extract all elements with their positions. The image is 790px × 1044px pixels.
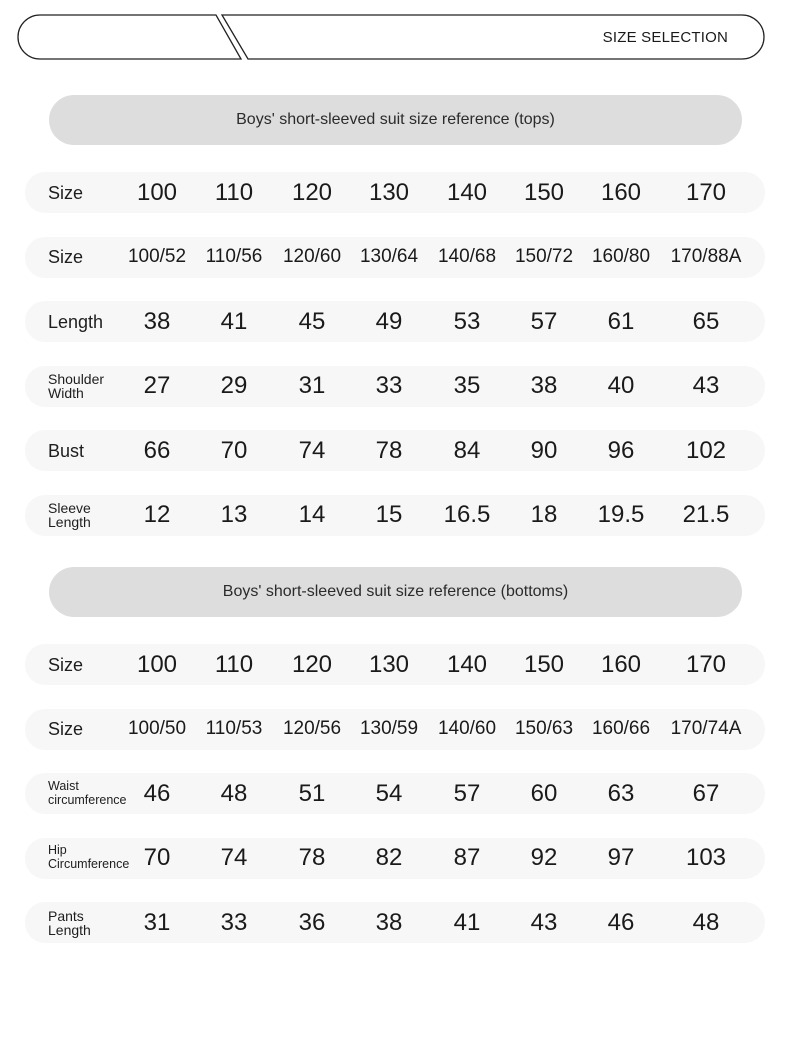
row-label: Hip Circumference bbox=[48, 843, 130, 871]
table-row bbox=[25, 902, 765, 943]
table-cell: 40 bbox=[607, 372, 635, 399]
table-cell: 170 bbox=[685, 650, 727, 678]
table-cell: 110/56 bbox=[205, 246, 263, 267]
table-cell: 43 bbox=[692, 372, 720, 399]
row-label: Size bbox=[48, 247, 84, 267]
table-cell: 57 bbox=[453, 779, 481, 807]
header bbox=[0, 0, 790, 70]
table-cell: 97 bbox=[607, 844, 635, 871]
row-label: Pants Length bbox=[48, 907, 91, 938]
table-cell: 51 bbox=[298, 779, 326, 807]
table-cell: 48 bbox=[692, 908, 720, 936]
table-cell: 70 bbox=[220, 436, 248, 464]
table-cell: 100/50 bbox=[127, 718, 187, 739]
table-row bbox=[25, 838, 765, 879]
table-cell: 92 bbox=[530, 844, 558, 871]
table-cell: 15 bbox=[375, 501, 403, 528]
table-cell: 102 bbox=[685, 436, 727, 464]
table-cell: 38 bbox=[530, 372, 558, 399]
table-cell: 87 bbox=[453, 844, 481, 871]
table-cell: 160 bbox=[600, 178, 642, 206]
table-cell: 31 bbox=[298, 372, 326, 399]
table-cell: 150/72 bbox=[514, 246, 574, 267]
table-cell: 100/52 bbox=[127, 246, 187, 267]
table-cell: 27 bbox=[143, 372, 171, 399]
table-cell: 110 bbox=[214, 178, 254, 206]
table-row bbox=[25, 773, 765, 814]
table-cell: 31 bbox=[143, 908, 171, 936]
table-cell: 12 bbox=[143, 501, 171, 528]
table-cell: 78 bbox=[375, 436, 403, 464]
table-cell: 120 bbox=[291, 650, 333, 678]
table-cell: 130 bbox=[368, 650, 410, 678]
table-cell: 63 bbox=[607, 779, 635, 807]
table-cell: 57 bbox=[530, 307, 558, 335]
table-cell: 140 bbox=[446, 650, 488, 678]
tab-left[interactable] bbox=[18, 15, 241, 59]
row-label: Size bbox=[48, 654, 84, 675]
table-cell: 120 bbox=[291, 178, 333, 206]
table-cell: 103 bbox=[685, 844, 727, 871]
table-cell: 21.5 bbox=[682, 501, 730, 528]
table-cell: 41 bbox=[220, 307, 248, 335]
tops-banner: Boys' short-sleeved suit size reference (tops) bbox=[49, 95, 742, 145]
table-cell: 61 bbox=[607, 307, 635, 335]
table-cell: 120/56 bbox=[282, 718, 342, 739]
table-cell: 74 bbox=[298, 436, 326, 464]
table-cell: 160/66 bbox=[591, 718, 651, 739]
tops-size-table bbox=[25, 172, 765, 559]
table-cell: 54 bbox=[375, 779, 403, 807]
row-label: Length bbox=[48, 311, 104, 332]
row-label: Sleeve Length bbox=[48, 500, 91, 530]
table-cell: 150/63 bbox=[514, 718, 574, 739]
table-cell: 130/64 bbox=[359, 246, 419, 267]
table-cell: 110/53 bbox=[205, 718, 263, 739]
table-row bbox=[25, 366, 765, 407]
table-cell: 53 bbox=[453, 307, 481, 335]
table-cell: 18 bbox=[530, 501, 558, 528]
header-title: SIZE SELECTION bbox=[602, 29, 728, 46]
table-cell: 13 bbox=[220, 501, 248, 528]
table-cell: 150 bbox=[523, 650, 565, 678]
table-cell: 96 bbox=[607, 436, 635, 464]
table-cell: 36 bbox=[298, 908, 326, 936]
table-cell: 65 bbox=[692, 307, 720, 335]
table-cell: 160 bbox=[600, 650, 642, 678]
table-cell: 170/88A bbox=[670, 246, 742, 267]
table-cell: 43 bbox=[530, 908, 558, 936]
table-cell: 74 bbox=[220, 844, 248, 871]
table-cell: 33 bbox=[375, 372, 403, 399]
table-cell: 46 bbox=[607, 908, 635, 936]
table-cell: 38 bbox=[143, 307, 171, 335]
table-row bbox=[25, 237, 765, 278]
table-cell: 14 bbox=[298, 501, 326, 528]
row-label: Bust bbox=[48, 440, 85, 461]
table-cell: 19.5 bbox=[597, 501, 645, 528]
table-cell: 160/80 bbox=[591, 246, 651, 267]
table-cell: 120/60 bbox=[282, 246, 342, 267]
row-label: Shoulder Width bbox=[48, 371, 105, 401]
table-cell: 46 bbox=[143, 779, 171, 807]
table-row bbox=[25, 430, 765, 471]
table-row bbox=[25, 301, 765, 342]
table-cell: 110 bbox=[214, 650, 254, 678]
table-row bbox=[25, 495, 765, 536]
table-cell: 90 bbox=[530, 436, 558, 464]
table-cell: 66 bbox=[143, 436, 171, 464]
table-cell: 170/74A bbox=[670, 718, 742, 739]
table-row bbox=[25, 709, 765, 750]
table-cell: 84 bbox=[453, 436, 481, 464]
table-cell: 41 bbox=[453, 908, 481, 936]
bottoms-banner: Boys' short-sleeved suit size reference (bottoms) bbox=[49, 567, 742, 617]
table-cell: 45 bbox=[298, 307, 326, 335]
table-cell: 48 bbox=[220, 779, 248, 807]
table-cell: 140/60 bbox=[437, 718, 497, 739]
row-label: Waist circumference bbox=[48, 778, 127, 807]
table-cell: 130 bbox=[368, 178, 410, 206]
table-cell: 100 bbox=[136, 178, 178, 206]
table-cell: 35 bbox=[453, 372, 481, 399]
table-cell: 67 bbox=[692, 779, 720, 807]
table-cell: 82 bbox=[375, 844, 403, 871]
table-cell: 78 bbox=[298, 844, 326, 871]
table-cell: 29 bbox=[220, 372, 248, 399]
table-cell: 170 bbox=[685, 178, 727, 206]
table-cell: 33 bbox=[220, 908, 248, 936]
table-cell: 130/59 bbox=[359, 718, 419, 739]
bottoms-size-table bbox=[25, 644, 765, 967]
table-row bbox=[25, 644, 765, 685]
table-cell: 140/68 bbox=[437, 246, 497, 267]
table-cell: 140 bbox=[446, 178, 488, 206]
table-cell: 16.5 bbox=[443, 501, 491, 528]
row-label: Size bbox=[48, 182, 84, 203]
table-cell: 38 bbox=[375, 908, 403, 936]
row-label: Size bbox=[48, 719, 84, 739]
table-cell: 49 bbox=[375, 307, 403, 335]
table-cell: 60 bbox=[530, 779, 558, 807]
table-row bbox=[25, 172, 765, 213]
table-cell: 100 bbox=[136, 650, 178, 678]
table-cell: 150 bbox=[523, 178, 565, 206]
table-cell: 70 bbox=[143, 844, 171, 871]
